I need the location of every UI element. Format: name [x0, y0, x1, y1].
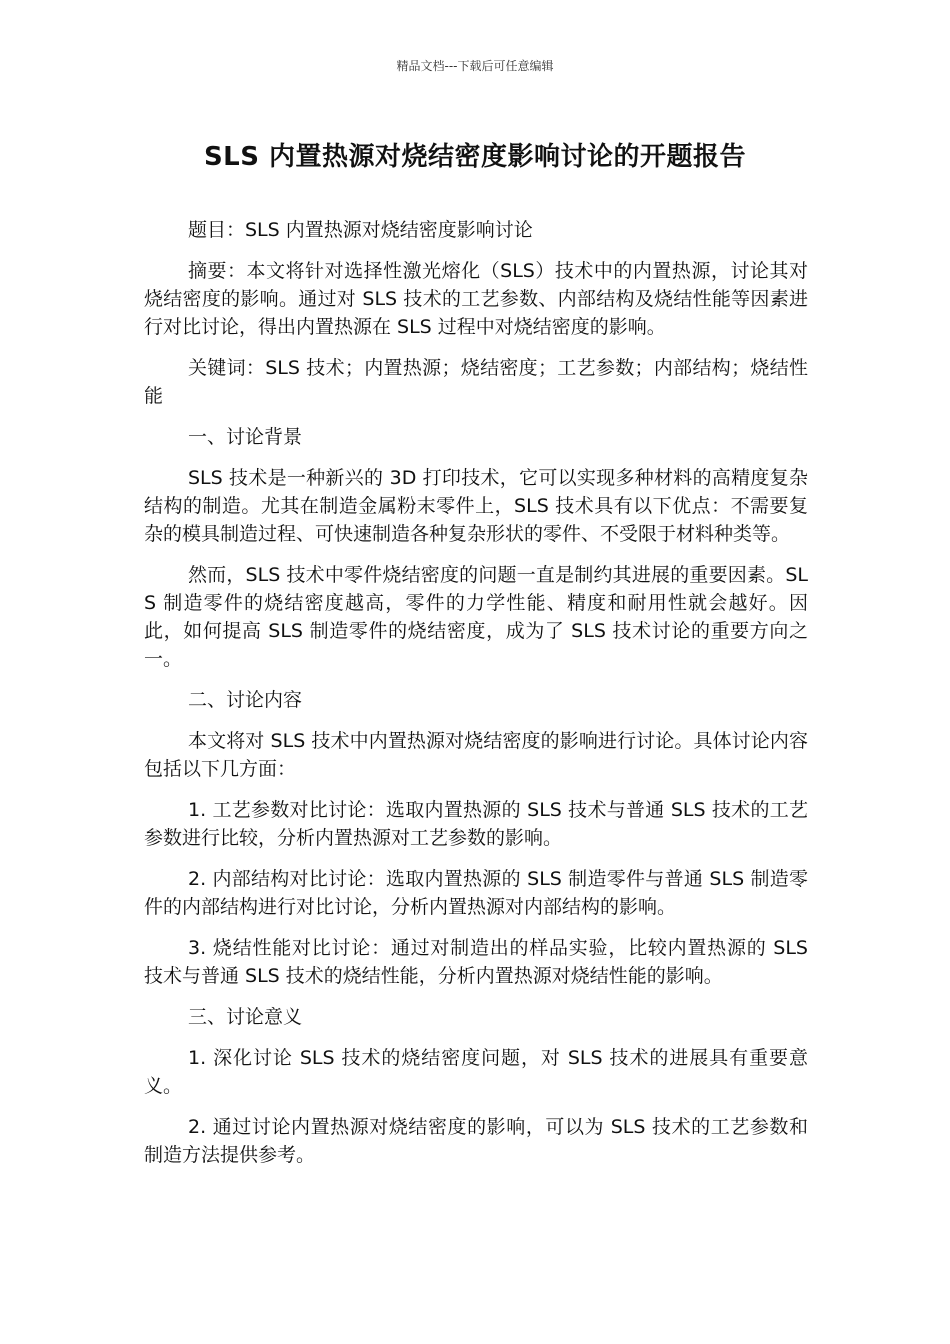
content-item-1: 1. 工艺参数对比讨论：选取内置热源的 SLS 技术与普通 SLS 技术的工艺参数进行比较，分析内置热源对工艺参数的影响。	[144, 799, 808, 849]
content-item-2: 2. 内部结构对比讨论：选取内置热源的 SLS 制造零件与普通 SLS 制造零件的内部结构进行对比讨论，分析内置热源对内部结构的影响。	[144, 868, 808, 918]
background-paragraph-1: SLS 技术是一种新兴的 3D 打印技术，它可以实现多种材料的高精度复杂结构的制造。尤其在制造金属粉末零件上，SLS 技术具有以下优点：不需要复杂的模具制造过程、可快速制造各种复杂形状的零件、不受限于材料种类等。	[144, 467, 808, 545]
subject-line: 题目：SLS 内置热源对烧结密度影响讨论	[188, 219, 533, 241]
background-paragraph-2: 然而，SLS 技术中零件烧结密度的问题一直是制约其进展的重要因素。SLS 制造零件的烧结密度越高，零件的力学性能、精度和耐用性就会越好。因此，如何提高 SLS 制造零件的烧结密度，成为了 SLS 技术讨论的重要方向之一。	[144, 564, 808, 670]
section-heading-content: 二、讨论内容	[188, 689, 303, 711]
abstract-paragraph: 摘要：本文将针对选择性激光熔化（SLS）技术中的内置热源，讨论其对烧结密度的影响。通过对 SLS 技术的工艺参数、内部结构及烧结性能等因素进行对比讨论，得出内置热源在 SLS 过程中对烧结密度的影响。	[144, 260, 808, 338]
significance-item-1: 1. 深化讨论 SLS 技术的烧结密度问题，对 SLS 技术的进展具有重要意义。	[144, 1047, 808, 1097]
document-title: SLS 内置热源对烧结密度影响讨论的开题报告	[203, 142, 747, 172]
section-heading-significance: 三、讨论意义	[188, 1006, 303, 1028]
document-body	[144, 216, 808, 1182]
content-item-3: 3. 烧结性能对比讨论：通过对制造出的样品实验，比较内置热源的 SLS 技术与普通 SLS 技术的烧结性能，分析内置热源对烧结性能的影响。	[144, 937, 808, 987]
section-heading-background: 一、讨论背景	[188, 426, 303, 448]
significance-item-2: 2. 通过讨论内置热源对烧结密度的影响，可以为 SLS 技术的工艺参数和制造方法提供参考。	[144, 1116, 808, 1166]
page-header-watermark: 精品文档---下载后可任意编辑	[396, 59, 554, 73]
content-intro-paragraph: 本文将对 SLS 技术中内置热源对烧结密度的影响进行讨论。具体讨论内容包括以下几方面：	[144, 730, 808, 780]
keywords-paragraph: 关键词：SLS 技术；内置热源；烧结密度；工艺参数；内部结构；烧结性能	[144, 357, 808, 407]
